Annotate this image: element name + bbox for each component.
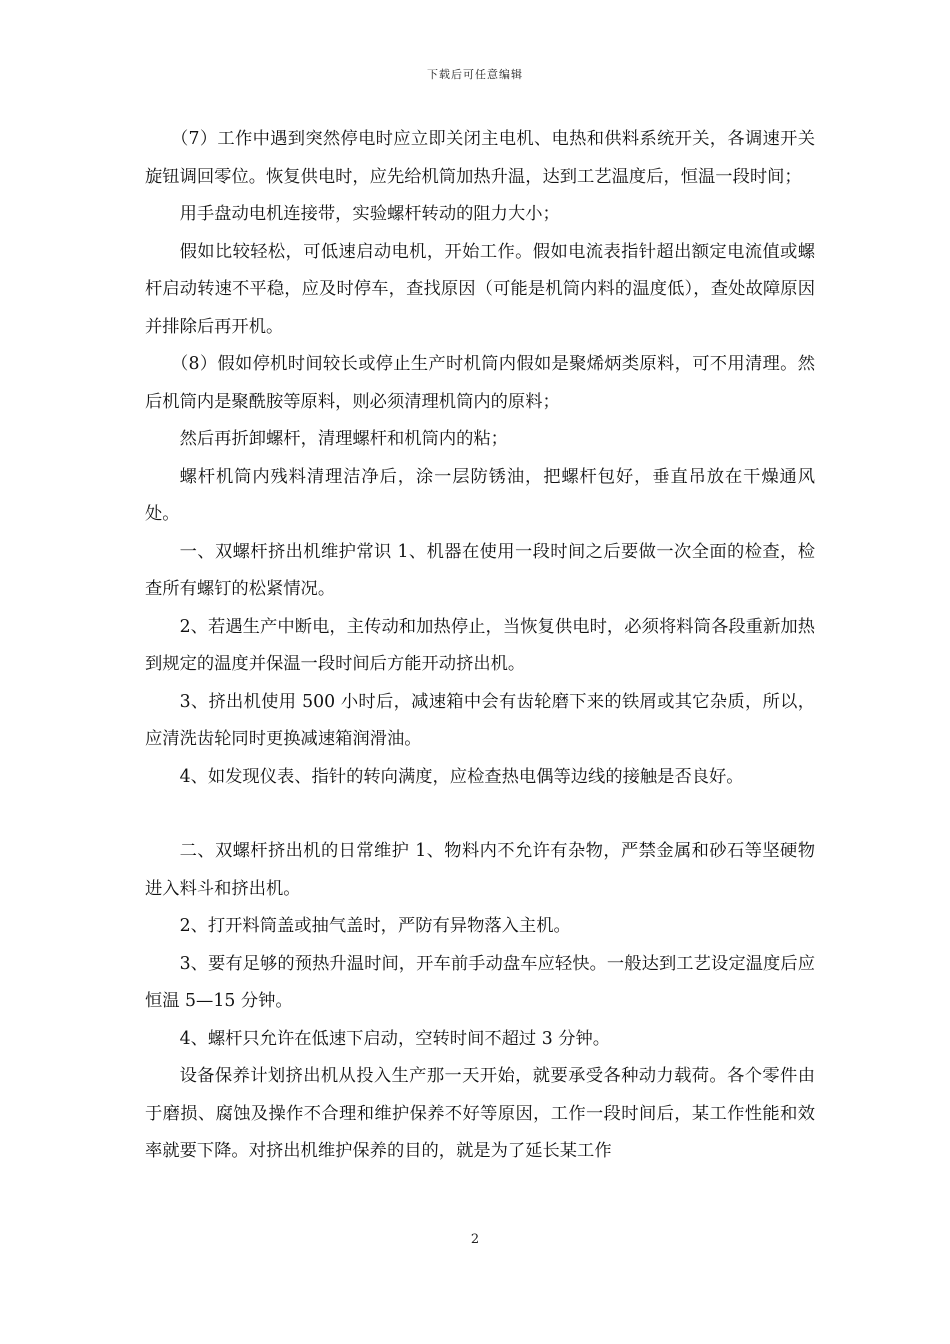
paragraph-preheat-time: 3、要有足够的预热升温时间，开车前手动盘车应轻快。一般达到工艺设定温度后应恒温 5—15 分钟。 bbox=[145, 953, 815, 1011]
paragraph-power-outage: （7）工作中遇到突然停电时应立即关闭主电机、电热和供料系统开关，各调速开关旋钮调回零位。恢复供电时，应先给机筒加热升温，达到工艺温度后，恒温一段时间； bbox=[145, 129, 815, 187]
paragraph-open-cover: 2、打开料筒盖或抽气盖时，严防有异物落入主机。 bbox=[179, 916, 571, 936]
paragraph-daily-maintenance: 二、双螺杆挤出机的日常维护 1、物料内不允许有杂物，严禁金属和砂石等坚硬物进入料斗和挤出机。 bbox=[145, 841, 815, 899]
paragraph-gearbox-oil: 3、挤出机使用 500 小时后，减速箱中会有齿轮磨下来的铁屑或其它杂质，所以，应清洗齿轮同时更换减速箱润滑油。 bbox=[145, 691, 815, 749]
page-number: 2 bbox=[470, 1232, 480, 1247]
paragraph-spacer bbox=[145, 796, 815, 833]
paragraph-low-speed-idle: 4、螺杆只允许在低速下启动，空转时间不超过 3 分钟。 bbox=[179, 1028, 611, 1049]
paragraph-low-speed-start: 假如比较轻松，可低速启动电机，开始工作。假如电流表指针超出额定电流值或螺杆启动转速不平稳，应及时停车，查找原因（可能是机筒内料的温度低），查处故障原因并排除后再开机。 bbox=[145, 241, 815, 337]
paragraph-maintenance-knowledge: 一、双螺杆挤出机维护常识 1、机器在使用一段时间之后要做一次全面的检查，检查所有螺钉的松紧情况。 bbox=[145, 541, 815, 599]
paragraph-power-failure-reheat: 2、若遇生产中断电，主传动和加热停止，当恢复供电时，必须将料筒各段重新加热到规定的温度并保温一段时间后方能开动挤出机。 bbox=[145, 616, 815, 674]
paragraph-thermocouple-check: 4、如发现仪表、指针的转向满度，应检查热电偶等边线的接触是否良好。 bbox=[179, 766, 744, 787]
document-body bbox=[145, 121, 815, 1171]
paragraph-remove-screw: 然后再折卸螺杆，清理螺杆和机筒内的粘； bbox=[179, 429, 508, 449]
paragraph-maintenance-plan: 设备保养计划挤出机从投入生产那一天开始，就要承受各种动力载荷。各个零件由于磨损、腐蚀及操作不合理和维护保养不好等原因，工作一段时间后，某工作性能和效率就要下降。对挤出机维护保养的目的，就是为了延长某工作 bbox=[145, 1066, 815, 1161]
paragraph-hand-turn-belt: 用手盘动电机连接带，实验螺杆转动的阻力大小； bbox=[179, 204, 560, 224]
paragraph-rust-oil: 螺杆机筒内残料清理洁净后，涂一层防锈油，把螺杆包好，垂直吊放在干燥通风处。 bbox=[145, 466, 815, 524]
paragraph-long-shutdown: （8）假如停机时间较长或停止生产时机筒内假如是聚烯炳类原料，可不用清理。然后机筒内是聚酰胺等原料，则必须清理机筒内的原料； bbox=[145, 354, 815, 412]
header-note: 下载后可任意编辑 bbox=[427, 68, 523, 81]
